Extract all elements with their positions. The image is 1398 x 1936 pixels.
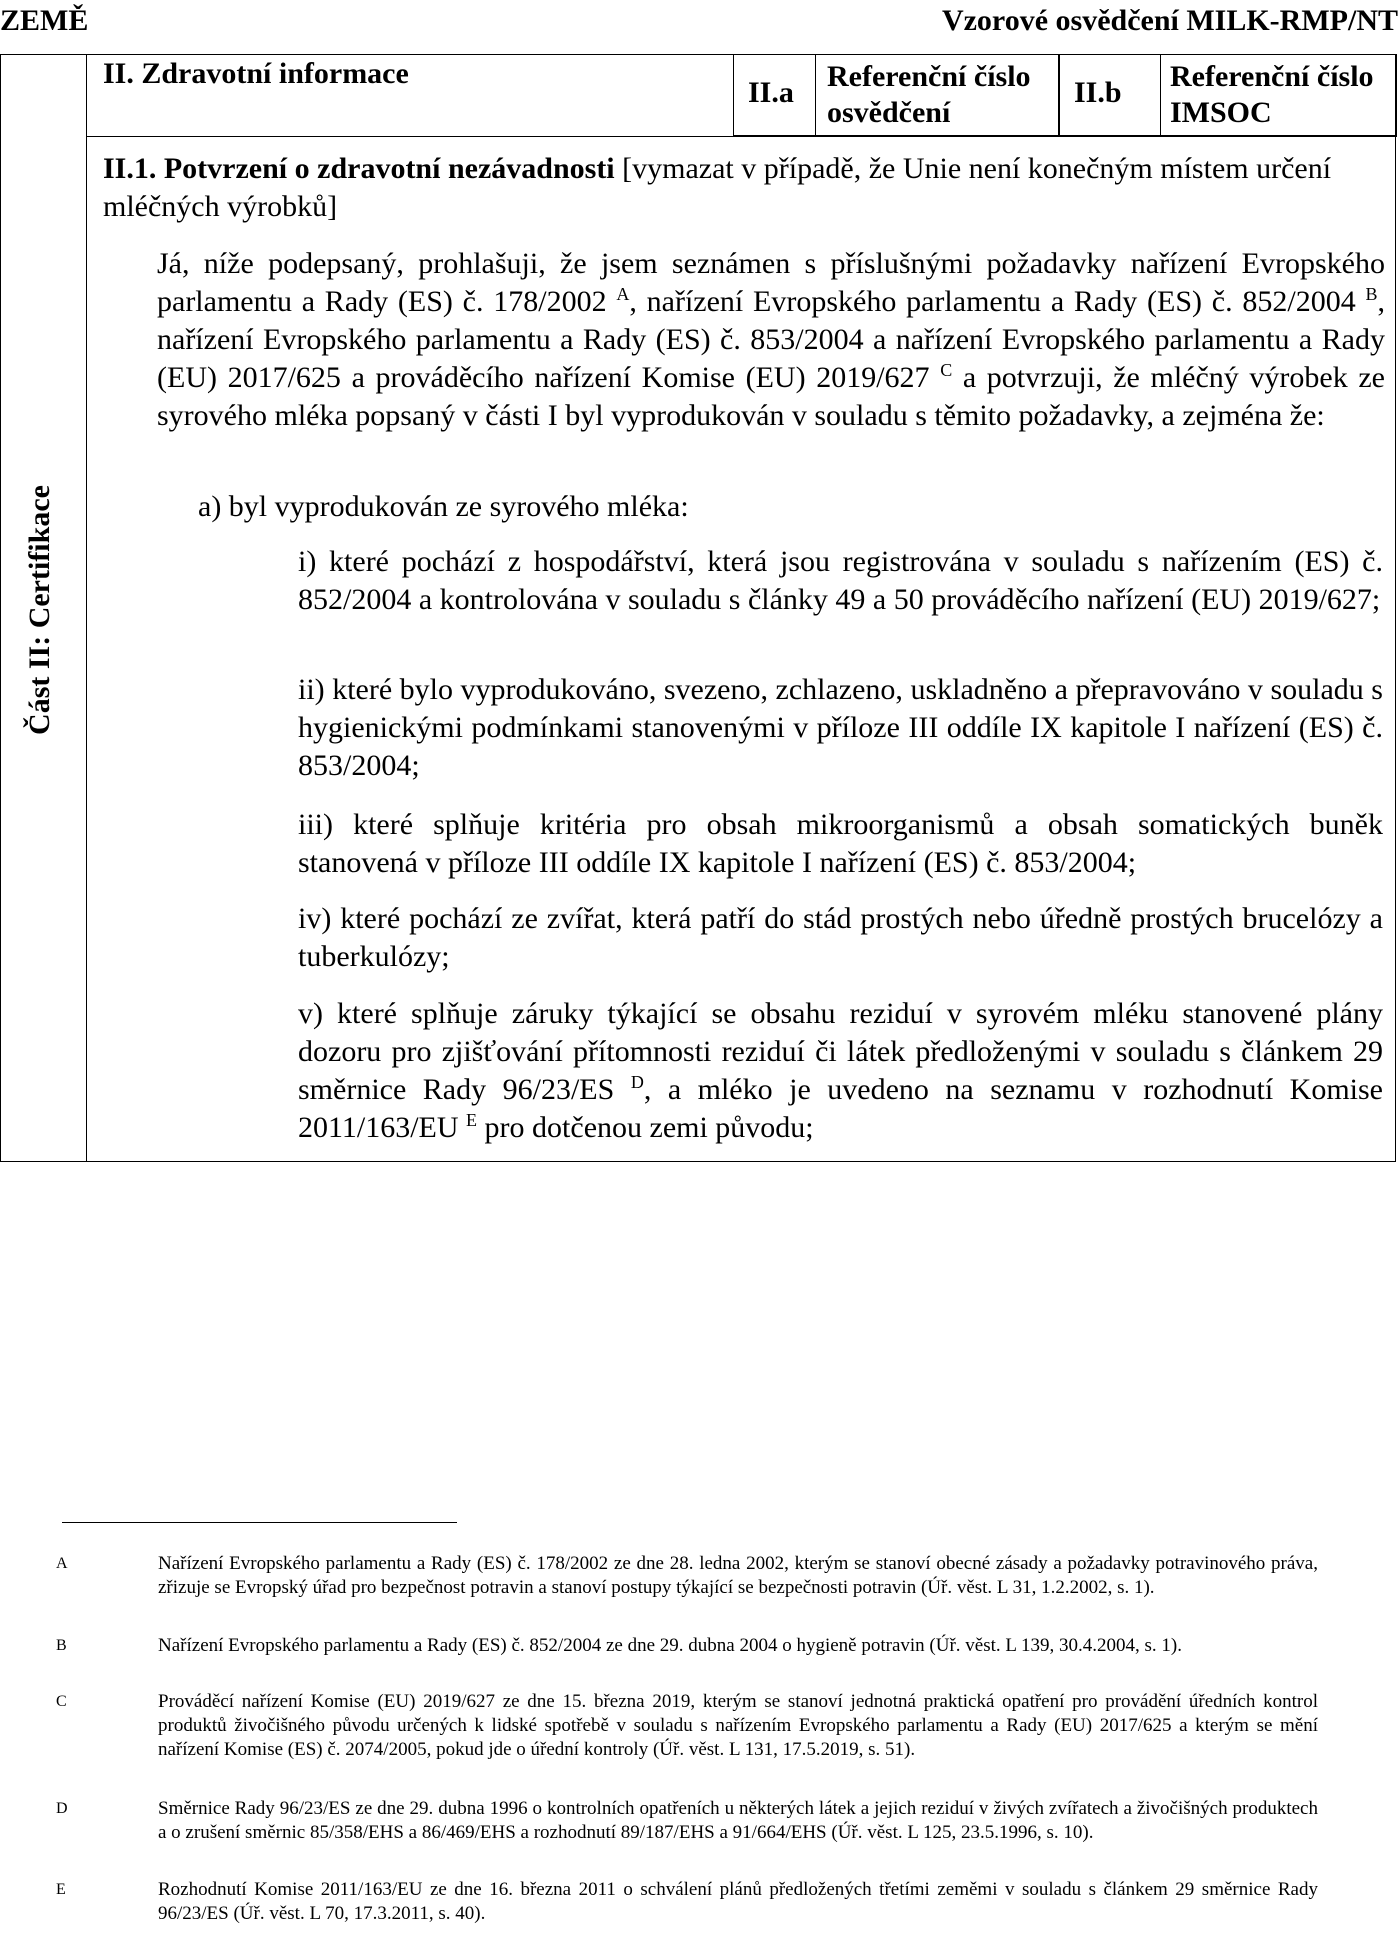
sub-item-iv: iv) které pochází ze zvířat, která patří do stád prostých nebo úředně prostých brucelózy a tuberkulózy;	[298, 902, 1383, 973]
intro-text-1: Já, níže podepsaný, prohlašuji, že jsem seznámen s příslušnými požadavky nařízení Evropského parlamentu a Rady (ES) č. 178/2002	[157, 247, 1385, 318]
country-label: ZEMĚ	[0, 4, 89, 37]
intro-text-2: , nařízení Evropského parlamentu a Rady (ES) č. 852/2004	[629, 285, 1366, 318]
reference-box-b	[1059, 54, 1397, 136]
attestation-heading-title: II.1. Potvrzení o zdravotní nezávadnosti	[103, 152, 615, 185]
footnote-text: Prováděcí nařízení Komise (EU) 2019/627 ze dne 15. března 2019, kterým se stanoví jednotná praktická opatření pro provádění úředních kontrol produktů živočišného původu určených k lidské spotřebě v souladu s nařízením Evropského parlamentu a Rady (EU) 2017/625 a kterým se mění nařízení Komise (ES) č. 2074/2005, pokud jde o úřední kontroly (Úř. věst. L 131, 17.5.2019, s. 51).	[158, 1691, 1318, 1760]
footnote-key: B	[56, 1637, 67, 1654]
footnote-text: Rozhodnutí Komise 2011/163/EU ze dne 16. března 2011 o schválení plánů předložených třetími zeměmi v souladu s článkem 29 směrnice Rady 96/23/ES (Úř. věst. L 70, 17.3.2011, s. 40).	[158, 1879, 1318, 1924]
footnote-key: C	[56, 1693, 67, 1710]
footnote-key: E	[56, 1881, 66, 1898]
footnote-ref-c: C	[940, 360, 953, 380]
sub-v-text-3: pro dotčenou zemi původu;	[477, 1111, 814, 1144]
footnote-text: Směrnice Rady 96/23/ES ze dne 29. dubna 1996 o kontrolních opatřeních u některých látek a jejich reziduí v živých zvířatech a živočišných produktech a o zrušení směrnic 85/358/EHS a 86/469/EHS a rozhodnutí 89/187/EHS a 91/664/EHS (Úř. věst. L 125, 23.5.1996, s. 10).	[158, 1798, 1318, 1843]
attestation-heading-note: [vymazat v případě, že Unie není konečným místem určení mléčných výrobků]	[103, 152, 1332, 223]
section-title: II. Zdravotní informace	[103, 57, 409, 90]
footnote-key: D	[56, 1800, 68, 1817]
footnote-ref-d: D	[630, 1072, 644, 1092]
part-ii-sidebar-label: Část II: Certifikace	[23, 485, 56, 735]
footnote-text: Nařízení Evropského parlamentu a Rady (ES) č. 852/2004 ze dne 29. dubna 2004 o hygieně potravin (Úř. věst. L 139, 30.4.2004, s. 1).	[158, 1635, 1183, 1656]
sub-item-ii: ii) které bylo vyprodukováno, svezeno, zchlazeno, uskladněno a přepravováno v souladu s hygienickými podmínkami stanovenými v příloze III oddíle IX kapitole I nařízení (ES) č. 853/2004;	[298, 673, 1383, 782]
reference-a-code: II.a	[748, 76, 794, 109]
footnote-separator	[62, 1522, 457, 1523]
item-a: a) byl vyprodukován ze syrového mléka:	[198, 490, 689, 523]
footnote-key: A	[56, 1555, 68, 1572]
footnote-ref-e: E	[466, 1110, 478, 1130]
reference-a-label: Referenční číslo osvědčení	[827, 60, 1031, 129]
attestation-intro	[157, 245, 1385, 435]
attestation-heading	[103, 150, 1383, 226]
footnote-ref-a: A	[616, 284, 630, 304]
intro-text-3: , nařízení Evropského parlamentu a Rady (ES) č. 853/2004 a nařízení Evropského parlamentu a Rady (EU) 2017/625 a prováděcího nařízení Komise (EU) 2019/627	[157, 285, 1385, 394]
sub-item-v	[298, 995, 1383, 1147]
footnote-text: Nařízení Evropského parlamentu a Rady (ES) č. 178/2002 ze dne 28. ledna 2002, kterým se stanoví obecné zásady a požadavky potravinového práva, zřizuje se Evropský úřad pro bezpečnost potravin a stanoví postupy týkající se bezpečnosti potravin (Úř. věst. L 31, 1.2.2002, s. 1).	[158, 1553, 1318, 1598]
sub-v-text-2: , a mléko je uvedeno na seznamu v rozhodnutí Komise 2011/163/EU	[298, 1073, 1384, 1144]
reference-b-separator	[1160, 55, 1161, 135]
header-rule	[86, 136, 1397, 137]
sub-item-iii: iii) které splňuje kritéria pro obsah mikroorganismů a obsah somatických buněk stanovená v příloze III oddíle IX kapitole I nařízení (ES) č. 853/2004;	[298, 808, 1383, 879]
reference-b-label: Referenční číslo IMSOC	[1170, 60, 1374, 129]
sidebar-divider	[86, 54, 87, 1162]
model-certificate-title: Vzorové osvědčení MILK-RMP/NT	[941, 4, 1398, 37]
reference-box-a	[733, 54, 1059, 136]
sub-item-i: i) které pochází z hospodářství, která jsou registrována v souladu s nařízením (ES) č. 852/2004 a kontrolována v souladu s články 49 a 50 prováděcího nařízení (EU) 2019/627;	[298, 545, 1383, 616]
footnote-ref-b: B	[1365, 284, 1378, 304]
intro-text-4: a potvrzuji, že mléčný výrobek ze syrového mléka popsaný v části I byl vyprodukován v souladu s těmito požadavky, a zejména že:	[157, 361, 1385, 432]
reference-a-separator	[815, 55, 816, 135]
sub-v-text-1: v) které splňuje záruky týkající se obsahu reziduí v syrovém mléku stanovené plány dozoru pro zjišťování přítomnosti reziduí či látek předloženými v souladu s článkem 29 směrnice Rady 96/23/ES	[298, 997, 1383, 1106]
reference-b-code: II.b	[1074, 76, 1122, 109]
